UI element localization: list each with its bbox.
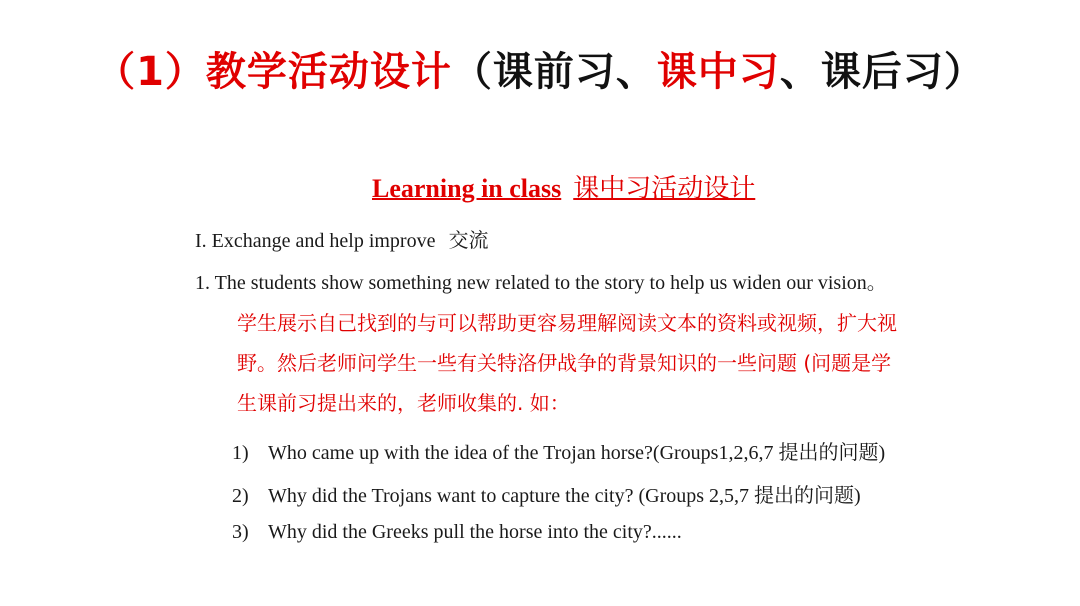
title-part-4: 、课后习）: [779, 49, 985, 95]
question-2-number: 2): [232, 485, 249, 507]
slide-title: [0, 40, 1080, 97]
title-part-2: （课前习、: [451, 49, 657, 95]
red-line-1: 学生展示自己找到的与可以帮助更容易理解阅读文本的资料或视频，扩大视: [237, 311, 897, 335]
question-1-number: 1): [232, 442, 249, 464]
question-3-number: 3): [232, 521, 249, 543]
red-line-2: 野。然后老师问学生一些有关特洛伊战争的背景知识的一些问题 (问题是学: [237, 351, 892, 375]
question-1-text: Who came up with the idea of the Trojan horse?(Groups1,2,6,7 提出的问题): [268, 442, 886, 464]
question-2: [232, 479, 861, 508]
item-1-text: 1. The students show something new related to the story to help us widen our vision。: [195, 272, 887, 294]
subtitle: [372, 168, 755, 205]
red-paragraph: [237, 303, 1037, 423]
subtitle-zh: 课中习活动设计: [573, 174, 756, 204]
question-2-text: Why did the Trojans want to capture the city? (Groups 2,5,7 提出的问题): [268, 485, 861, 507]
question-3-text: Why did the Greeks pull the horse into the city?......: [268, 521, 682, 543]
section-heading-en: I. Exchange and help improve: [195, 230, 436, 252]
section-heading-zh: 交流: [448, 228, 489, 252]
red-line-3: 生课前习提出来的，老师收集的. 如：: [237, 391, 570, 415]
subtitle-en: Learning in class: [372, 174, 562, 203]
question-3: [232, 521, 682, 544]
title-part-3: 课中习: [656, 49, 780, 95]
question-1: [232, 436, 885, 465]
title-part-1: （1）教学活动设计: [95, 49, 452, 95]
section-heading: [195, 224, 488, 253]
